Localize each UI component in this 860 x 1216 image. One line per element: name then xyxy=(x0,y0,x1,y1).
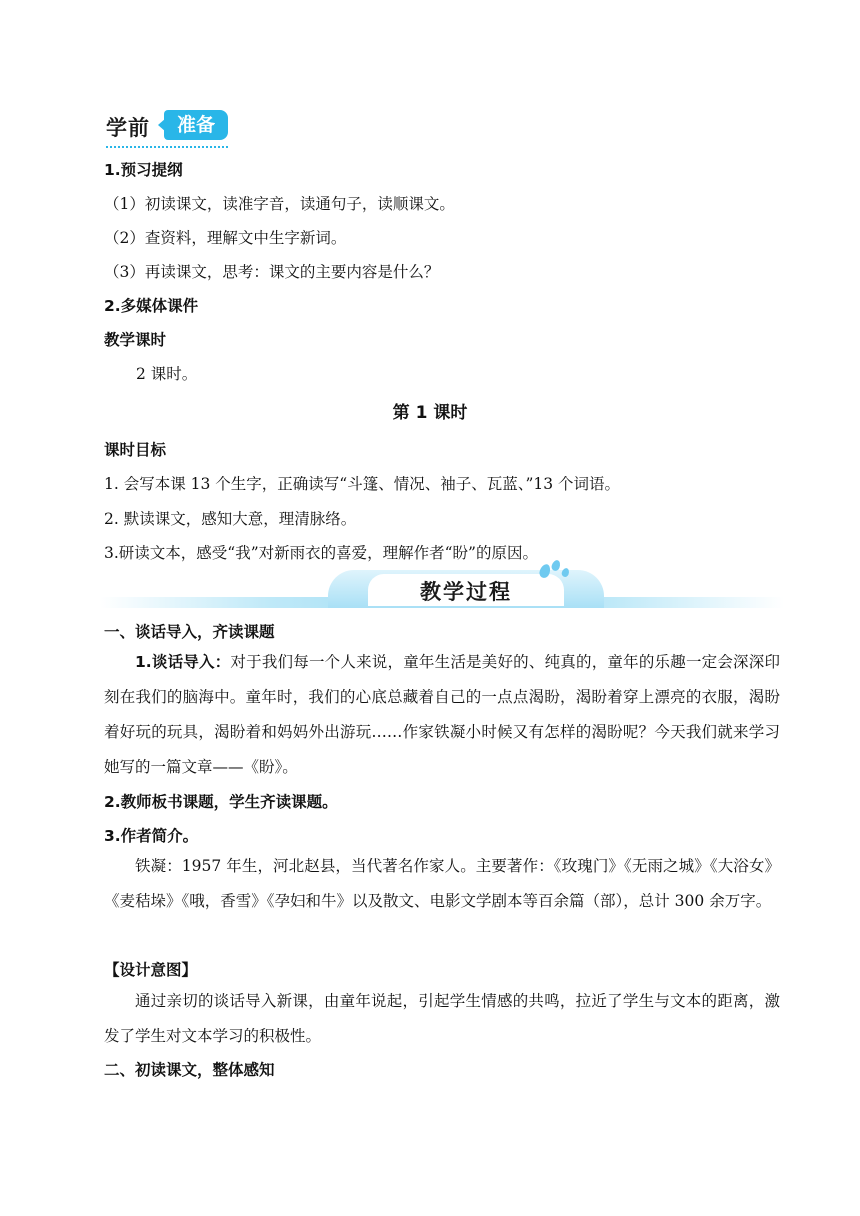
outline-item-3: （3）再读课文，思考：课文的主要内容是什么？ xyxy=(104,263,440,281)
goal-item-3: 3.研读文本，感受“我”对新雨衣的喜爱，理解作者“盼”的原因。 xyxy=(104,544,538,562)
lesson-title: 第 1 课时 xyxy=(392,403,468,423)
prep-section-banner xyxy=(106,108,228,148)
prep-banner-part1: 学前 xyxy=(106,116,150,140)
section1-author-heading: 3.作者简介。 xyxy=(104,827,199,845)
outline-item-2: （2）查资料，理解文中生字新词。 xyxy=(104,229,347,247)
section1-intro-label: 1.谈话导入： xyxy=(135,653,231,671)
goal-item-2: 2. 默读课文，感知大意，理清脉络。 xyxy=(104,510,357,528)
section1-board-title: 2.教师板书课题，学生齐读课题。 xyxy=(104,793,338,811)
prep-banner-part2: 准备 xyxy=(164,110,228,140)
section1-intro-text: 对于我们每一个人来说，童年生活是美好的、纯真的，童年的乐趣一定会深深印刻在我们的脑海中。童年时，我们的心底总藏着自己的一点点渴盼，渴盼着穿上漂亮的衣服，渴盼着好玩的玩具，渴盼着和妈妈外出游玩……作家铁凝小时候又有怎样的渴盼呢？今天我们就来学习她写的一篇文章——《盼》。 xyxy=(104,653,780,776)
design-intent-paragraph: 通过亲切的谈话导入新课，由童年说起，引起学生情感的共鸣，拉近了学生与文本的距离，激发了学生对文本学习的积极性。 xyxy=(104,992,780,1045)
prep-banner-underline xyxy=(106,146,228,148)
teaching-hours-heading: 教学课时 xyxy=(104,331,167,349)
process-section-banner xyxy=(100,562,784,614)
section2-heading: 二、初读课文，整体感知 xyxy=(104,1061,275,1079)
goal-item-1: 1. 会写本课 13 个生字，正确读写“斗篷、情况、袖子、瓦蓝、”13 个词语。 xyxy=(104,475,621,493)
goals-heading: 课时目标 xyxy=(104,441,167,459)
author-paragraph: 铁凝：1957 年生，河北赵县，当代著名作家人。主要著作：《玫瑰门》《无雨之城》《大浴女》《麦秸垛》《哦，香雪》《孕妇和牛》以及散文、电影文学剧本等百余篇（部），总计 300 余万字。 xyxy=(104,857,780,910)
outline-heading: 1.预习提纲 xyxy=(104,161,183,179)
section1-heading: 一、谈话导入，齐读课题 xyxy=(104,623,275,641)
section1-intro-paragraph xyxy=(104,645,780,785)
process-banner-title: 教学过程 xyxy=(420,580,512,604)
design-intent-heading: 【设计意图】 xyxy=(104,961,198,979)
outline-item-1: （1）初读课文，读准字音，读通句子，读顺课文。 xyxy=(104,195,455,213)
multimedia-heading: 2.多媒体课件 xyxy=(104,297,199,315)
teaching-hours-value: 2 课时。 xyxy=(136,365,198,383)
